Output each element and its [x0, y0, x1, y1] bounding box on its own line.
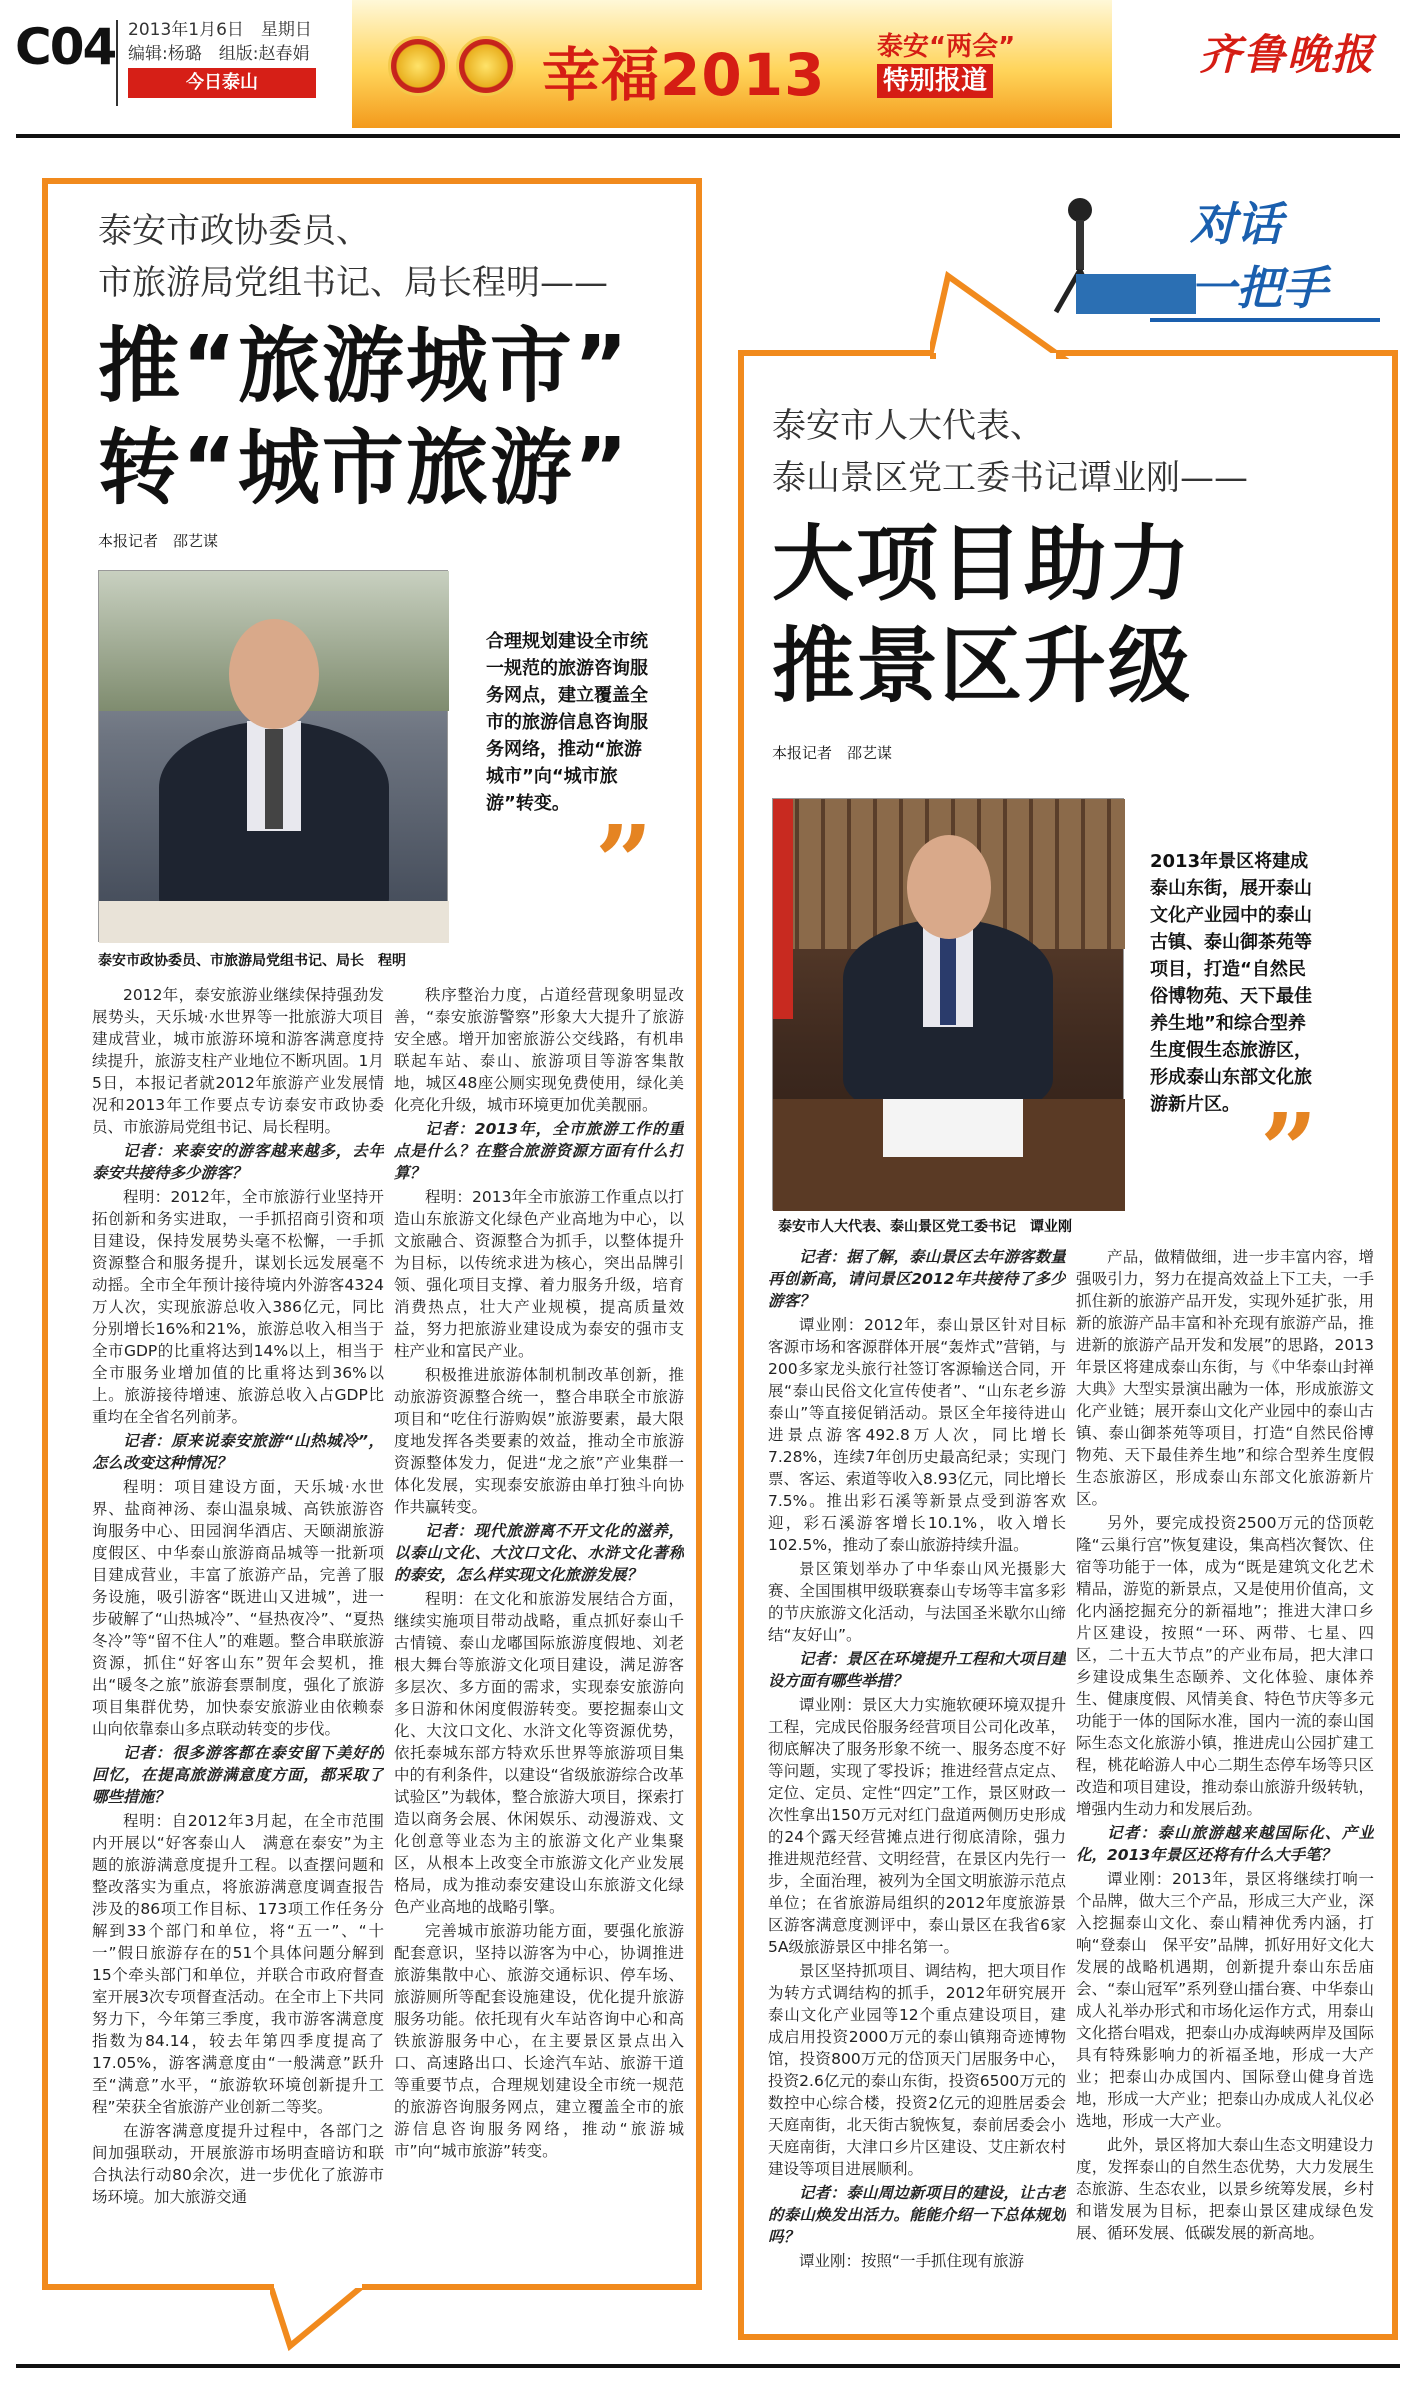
- banner-subtitle-1: 泰安“两会”: [877, 32, 1016, 62]
- body-paragraph: 程明：在文化和旅游发展结合方面，继续实施项目带动战略，重点抓好泰山千古情镜、泰山龙嘟国际旅游度假地、刘老根大舞台等旅游文化项目建设，满足游客多层次、多方面的需求，实现泰安旅游向多日游和休闲度假游转变。要挖掘泰山文化、大汶口文化、水浒文化等资源优势，依托泰城东部方特欢乐世界等旅游项目集中的有利条件，以建设“省级旅游综合改革试验区”为载体，整合旅游大项目，探索打造以商务会展、休闲娱乐、动漫游戏、文化创意等业态为主的旅游文化产业集聚区，从根本上改变全市旅游文化产业发展格局，成为推动泰安建设山东旅游文化绿色产业高地的战略引擎。: [394, 1590, 684, 1916]
- body-paragraph: 程明：自2012年3月起，在全市范围内开展以“好客泰山人 满意在泰安”为主题的旅游满意度提升工程。以查摆问题和整改落实为重点，将旅游满意度调查报告涉及的86项工作目标、173项工作任务分解到33个部门和单位，将“五一”、“十一”假日旅游存在的51个具体问题分解到15个牵头部门和单位，并联合市政府督查室开展3次专项督查活动。在全市上下共同努力下，今年第三季度，我市游客满意度指数为84.14，较去年第四季度提高了17.05%，游客满意度由“一般满意”跃升至“满意”水平，“旅游软环境创新提升工程”荣获全省旅游产业创新二等奖。: [92, 1812, 384, 2116]
- banner-title: 幸福2013: [542, 41, 826, 109]
- desk: [99, 901, 449, 943]
- tie: [265, 729, 283, 829]
- body-paragraph: 程明：2012年，全市旅游行业坚持开拓创新和务实进取，一手抓招商引资和项目建设，保持发展势头毫不松懈，一手抓资源整合和服务提升，谋划长远发展毫不动摇。全市全年预计接待境内外游客4324万人次，实现旅游总收入386亿元，同比分别增长16%和21%，旅游总收入相当于全市GDP的比重将达到14%以上，相当于全市服务业增加值的比重将达到36%以上。旅游接待增速、旅游总收入占GDP比重均在全省名列前茅。: [92, 1188, 384, 1426]
- interview-question: 记者：来泰安的游客越来越多，去年泰安共接待多少游客？: [92, 1142, 384, 1182]
- article-1-column-2: [394, 984, 684, 2274]
- body-paragraph: 此外，景区将加大泰山生态文明建设力度，发挥泰山的自然生态优势，大力发展生态旅游、生态农业，以景乡统筹发展，乡村和谐发展为目标，把泰山景区建成绿色发展、循环发展、低碳发展的新高地。: [1076, 2136, 1374, 2242]
- kicker-line-2: 泰山景区党工委书记谭业刚——: [772, 458, 1248, 498]
- article-1-pull-quote: 合理规划建设全市统一规范的旅游咨询服务网点，建立覆盖全市的旅游信息咨询服务网络，推动“旅游城市”向“城市旅游”转变。: [486, 631, 648, 814]
- special-report-banner: [352, 0, 1112, 128]
- body-paragraph: 谭业刚：按照“一手抓住现有旅游: [799, 2252, 1025, 2270]
- person-face: [229, 619, 319, 729]
- header-meta: [128, 18, 312, 66]
- article-2-headline: [772, 514, 1192, 718]
- interview-question: 记者：泰山周边新项目的建设，让古老的泰山焕发出活力。能能介绍一下总体规划吗？: [768, 2184, 1066, 2246]
- body-paragraph: 产品，做精做细，进一步丰富内容，增强吸引力，努力在提高效益上下工夫，一手抓住新的旅游产品开发，实现外延扩张，用新的旅游产品丰富和补充现有旅游产品，推进新的旅游产品开发和发展”的思路，2013年景区将建成泰山东街，与《中华泰山封禅大典》大型实景演出融为一体，形成旅游文化产业链；展开泰山文化产业园中的泰山古镇、泰山御茶苑等项目，打造“自然民俗博物苑、天下最佳养生地”和综合型养生度假生态旅游区，形成泰山东部文化旅游新片区。: [1076, 1248, 1374, 1508]
- logo-underline: [1150, 318, 1380, 322]
- body-paragraph: 景区策划举办了中华泰山风光摄影大赛、全国围棋甲级联赛泰山专场等丰富多彩的节庆旅游文化活动，与法国圣米歇尔山缔结“友好山”。: [768, 1560, 1066, 1644]
- national-emblem-icon: [388, 36, 448, 96]
- banner-subtitle-2: 特别报道: [877, 64, 993, 98]
- interview-question: 记者：景区在环境提升工程和大项目建设方面有哪些举措？: [768, 1650, 1066, 1690]
- article-1-caption: 泰安市政协委员、市旅游局党组书记、局长 程明: [98, 953, 406, 969]
- body-paragraph: 程明：项目建设方面，天乐城·水世界、盐商神汤、泰山温泉城、高铁旅游咨询服务中心、田园润华酒店、天颐湖旅游度假区、中华泰山旅游商品城等一批新项目建成营业，丰富了旅游产品，完善了服务设施，吸引游客“既进山又进城”，进一步破解了“山热城冷”、“昼热夜冷”、“夏热冬冷”等“留不住人”的难题。整合串联旅游资源，抓住“好客山东”贺年会契机，推出“暖冬之旅”旅游套票制度，强化了旅游项目集群优势，加快泰安旅游业由依赖泰山向依靠泰山多点联动转变的步伐。: [92, 1478, 384, 1738]
- article-1-speech-tail: [270, 2284, 380, 2354]
- dialogue-logo: [1040, 178, 1380, 338]
- kicker-line-1: 泰安市人大代表、: [772, 406, 1044, 446]
- article-2-photo: [772, 798, 1124, 1210]
- interview-question: 记者：2013年，全市旅游工作的重点是什么？在整合旅游资源方面有什么打算？: [394, 1120, 684, 1182]
- article-2-column-1: [768, 1246, 1066, 2332]
- interview-question: 记者：很多游客都在泰安留下美好的回忆，在提高旅游满意度方面，都采取了哪些措施？: [92, 1744, 384, 1806]
- body-paragraph: 积极推进旅游体制机制改革创新，推动旅游资源整合统一，整合串联全市旅游项目和“吃住行游购娱”旅游要素，最大限度地发挥各类要素的效益，推动全市旅游资源整体发力，促进“龙之旅”产业集群一体化发展，实现泰安旅游由单打独斗向协作共赢转变。: [394, 1366, 684, 1516]
- article-1-kicker: [98, 205, 608, 309]
- body-paragraph: 2012年，泰安旅游业继续保持强劲发展势头，天乐城·水世界等一批旅游大项目建成营业，城市旅游环境和游客满意度持续提升，旅游支柱产业地位不断巩固。1月5日，本报记者就2012年旅游产业发展情况和2013年工作要点专访泰安市政协委员、市旅游局党组书记、局长程明。: [92, 986, 384, 1136]
- body-paragraph: 谭业刚：2013年，景区将继续打响一个品牌，做大三个产品，形成三大产业，深入挖掘泰山文化、泰山精神优秀内涵，打响“登泰山 保平安”品牌，抓好用好文化大发展的战略机遇期，创新提升泰山东岳庙会、“泰山冠军”系列登山擂台赛、中华泰山成人礼举办形式和市场化运作方式，用泰山文化搭台唱戏，把泰山办成海峡两岸及国际具有特殊影响力的祈福圣地，形成一大产业；把泰山办成国内、国际登山健身首选地，形成一大产业；把泰山办成成人礼仪必选地，形成一大产业。: [1076, 1870, 1374, 2130]
- tie: [940, 933, 956, 1025]
- article-2-pull-quote: 2013年景区将建成泰山东街，展开泰山文化产业园中的泰山古镇、泰山御茶苑等项目，打造“自然民俗博物苑、天下最佳养生地”和综合型养生度假生态旅游区，形成泰山东部文化旅游新片区。: [1150, 851, 1312, 1115]
- interview-question: 记者：据了解，泰山景区去年游客数量再创新高，请问景区2012年共接待了多少游客？: [768, 1248, 1066, 1310]
- body-paragraph: 谭业刚：2012年，泰山景区针对目标客源市场和客源群体开展“轰炸式”营销，与200多家龙头旅行社签订客源输送合同，开展“泰山民俗文化宣传使者”、“山东老乡游泰山”等直接促销活动。景区全年接待进山进景点游客492.8万人次，同比增长7.28%，连续7年创历史最高纪录；实现门票、客运、索道等收入8.93亿元，同比增长7.5%。推出彩石溪等新景点受到游客欢迎，彩石溪游客增长10.1%，收入增长102.5%，推动了泰山旅游持续升温。: [768, 1316, 1066, 1554]
- article-1-headline: [98, 316, 630, 520]
- article-2-caption: 泰安市人大代表、泰山景区党工委书记 谭业刚: [778, 1219, 1072, 1235]
- page-number: C04: [15, 18, 116, 76]
- document: [883, 1099, 1023, 1157]
- headline-line-1: 大项目助力: [772, 517, 1193, 612]
- interview-question: 记者：现代旅游离不开文化的滋养，以泰山文化、大汶口文化、水浒文化著称的泰安，怎么样实现文化旅游发展？: [394, 1522, 684, 1584]
- body-paragraph: 另外，要完成投资2500万元的岱顶乾隆“云巢行宫”恢复建设，集高档次餐饮、住宿等功能于一体，成为“既是建筑文化艺术精品，游览的新景点，又是使用价值高，文化内涵挖掘充分的新福地”；推进大津口乡片区建设，按照“一环、两带、七星、四区，二十五大节点”的产业布局，把大津口乡建设成集生态颐养、文化体验、康体养生、健康度假、风情美食、特色节庆等多元功能于一体的国际水准，国内一流的泰山国际生态文化旅游小镇，推进虎山公园扩建工程，桃花峪游人中心二期生态停车场等只区改造和项目建设，推动泰山旅游升级转轨，增强内生动力和发展后劲。: [1076, 1514, 1374, 1818]
- interview-question: 记者：原来说泰安旅游“山热城冷”，怎么改变这种情况？: [92, 1432, 384, 1472]
- header-rule: [16, 134, 1400, 138]
- article-2-kicker: [772, 400, 1248, 504]
- flag: [773, 799, 793, 1019]
- headline-line-2: 转“城市旅游”: [98, 421, 630, 516]
- logo-line-1: 对话: [1190, 197, 1282, 251]
- logo-line-2: 一把手: [1190, 261, 1328, 315]
- article-1-photo: [98, 570, 448, 942]
- article-2-column-2: [1076, 1246, 1374, 2332]
- footer-rule: [16, 2364, 1400, 2368]
- person-face: [907, 835, 991, 939]
- kicker-line-2: 市旅游局党组书记、局长程明——: [98, 263, 608, 303]
- body-paragraph: 在游客满意度提升过程中，各部门之间加强联动，开展旅游市场明查暗访和联合执法行动80余次，进一步优化了旅游市场环境。加大旅游交通: [92, 2122, 384, 2206]
- body-paragraph: 景区坚持抓项目、调结构，把大项目作为转方式调结构的抓手，2012年研究展开泰山文化产业园等12个重点建设项目，建成启用投资2000万元的泰山镇翔奇迹博物馆，投资800万元的岱顶天门居服务中心，投资2.6亿元的泰山东街，投资6500万元的数控中心综合楼，投资2亿元的迎胜居委会天庭南街，北天街古貌恢复，泰前居委会小天庭南街，大津口乡片区建设、艾庄新农村建设等项目进展顺利。: [768, 1962, 1066, 2178]
- newspaper-brand: 齐鲁晚报: [1198, 30, 1375, 79]
- cppcc-emblem-icon: [456, 36, 516, 96]
- interview-question: 记者：泰山旅游越来越国际化、产业化，2013年景区还将有什么大手笔？: [1076, 1824, 1374, 1864]
- headline-line-1: 推“旅游城市”: [98, 319, 630, 414]
- kicker-line-1: 泰安市政协委员、: [98, 211, 370, 251]
- editors-line: 编辑:杨璐 组版:赵春娟: [128, 44, 310, 64]
- article-2-byline: 本报记者 邵艺谋: [772, 744, 893, 762]
- body-paragraph: 秩序整治力度，占道经营现象明显改善，“泰安旅游警察”形象大大提升了旅游安全感。增开加密旅游公交线路，有机串联起车站、泰山、旅游项目等游客集散地，城区48座公厕实现免费使用，绿化美化亮化升级，城市环境更加优美靓丽。: [394, 986, 684, 1114]
- header-divider: [116, 20, 118, 106]
- body-paragraph: 程明：2013年全市旅游工作重点以打造山东旅游文化绿色产业高地为中心，以文旅融合、资源整合为抓手，以整体提升为目标，以传统求进为核心，突出品牌引领、强化项目支撑、着力服务升级，培育消费热点，壮大产业规模，提高质量效益，努力把旅游业建设成为泰安的强市支柱产业和富民产业。: [394, 1188, 684, 1360]
- page-header: [0, 0, 1417, 128]
- body-paragraph: 谭业刚：景区大力实施软硬环境双提升工程，完成民俗服务经营项目公司化改革，彻底解决了服务形象不统一、服务态度不好等问题，实现了零投诉；推进经营点定点、定位、定员、定性“四定”工作，景区财政一次性拿出150万元对红门盘道两侧历史形成的24个露天经营摊点进行彻底清除，强力推进规范经营、文明经营，在景区内先行一步，全面治理，被列为全国文明旅游示范点单位；在省旅游局组织的2012年度旅游景区游客满意度测评中，泰山景区在我省6家5A级旅游景区中排名第一。: [768, 1696, 1066, 1956]
- section-label: 今日泰山: [128, 68, 316, 98]
- article-1-byline: 本报记者 邵艺谋: [98, 532, 219, 550]
- article-2-speech-tail: [930, 270, 1070, 360]
- body-paragraph: 完善城市旅游功能方面，要强化旅游配套意识，坚持以游客为中心，协调推进旅游集散中心、旅游交通标识、停车场、旅游厕所等配套设施建设，优化提升旅游服务功能。依托现有火车站咨询中心和高铁旅游服务中心，在主要景区景点出入口、高速路出口、长途汽车站、旅游干道等重要节点，合理规划建设全市统一规范的旅游咨询服务网点，建立覆盖全市的旅游信息咨询服务网络，推动“旅游城市”向“城市旅游”转变。: [394, 1922, 684, 2160]
- headline-line-2: 推景区升级: [772, 619, 1193, 714]
- quote-mark-icon: ”: [595, 803, 653, 921]
- article-1-column-1: [92, 984, 384, 2274]
- quote-mark-icon: ”: [1260, 1091, 1318, 1209]
- issue-date: 2013年1月6日 星期日: [128, 20, 312, 40]
- crowd-silhouette-icon: [1076, 274, 1196, 314]
